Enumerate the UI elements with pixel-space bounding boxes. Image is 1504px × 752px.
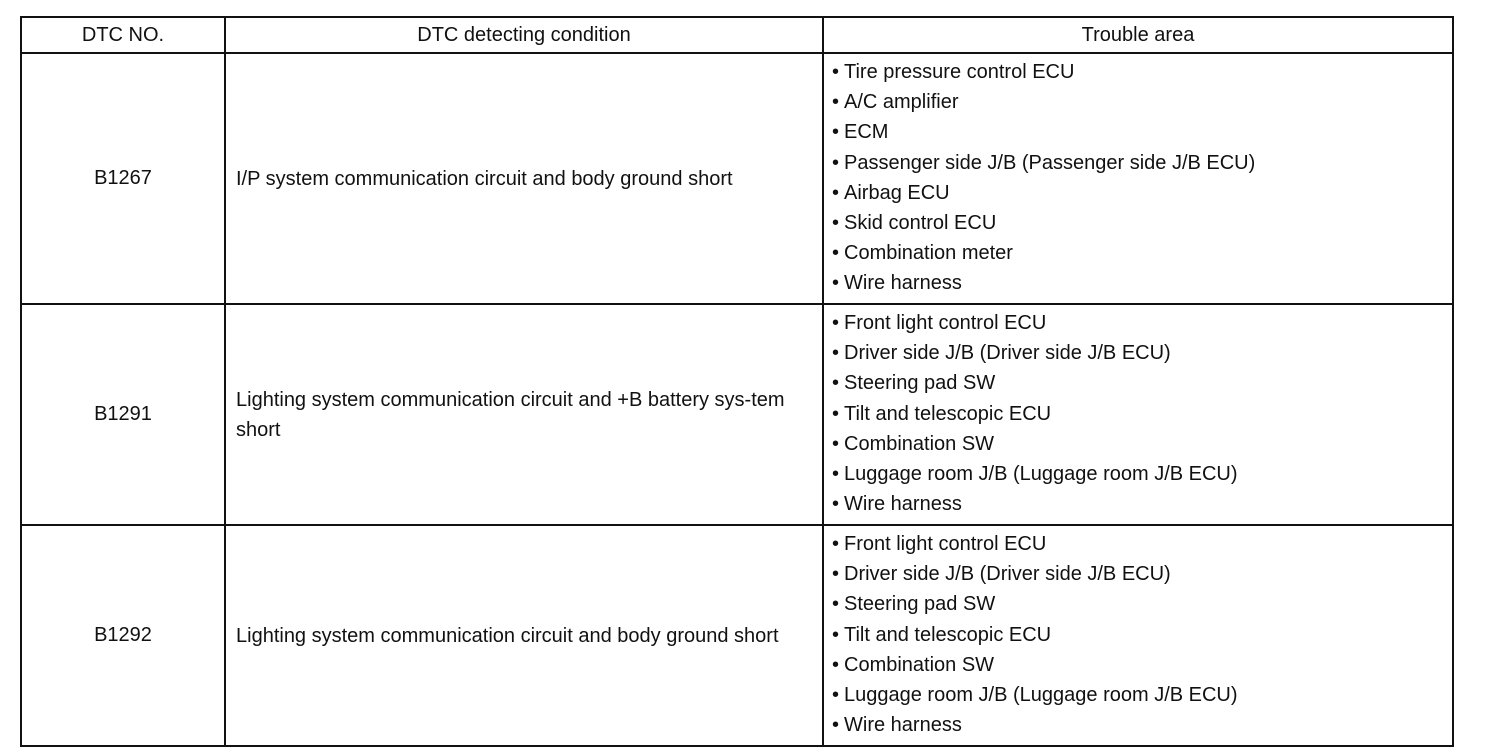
bullet-icon: • xyxy=(832,372,840,395)
trouble-area-cell xyxy=(823,53,1453,304)
trouble-area-item xyxy=(832,680,1452,710)
dtc-code: B1291 xyxy=(21,304,225,525)
trouble-area-text: Luggage room J/B (Luggage room J/B ECU) xyxy=(844,684,1238,707)
bullet-icon: • xyxy=(832,242,840,265)
trouble-area-text: Steering pad SW xyxy=(844,593,996,616)
trouble-area-item xyxy=(832,148,1452,178)
bullet-icon: • xyxy=(832,623,840,646)
header-detecting-condition: DTC detecting condition xyxy=(225,17,823,53)
dtc-code: B1267 xyxy=(21,53,225,304)
header-dtc-no: DTC NO. xyxy=(21,17,225,53)
bullet-icon: • xyxy=(832,342,840,365)
trouble-area-text: Wire harness xyxy=(844,272,962,295)
dtc-code: B1292 xyxy=(21,525,225,746)
bullet-icon: • xyxy=(832,493,840,516)
bullet-icon: • xyxy=(832,91,840,114)
trouble-area-text: Tilt and telescopic ECU xyxy=(844,623,1052,646)
trouble-area-list xyxy=(832,308,1452,519)
bullet-icon: • xyxy=(832,533,840,555)
bullet-icon: • xyxy=(832,684,840,707)
trouble-area-text: Tire pressure control ECU xyxy=(844,61,1075,83)
trouble-area-text: Driver side J/B (Driver side J/B ECU) xyxy=(844,563,1171,586)
table-row xyxy=(21,304,1453,525)
bullet-icon: • xyxy=(832,463,840,486)
bullet-icon: • xyxy=(832,432,840,455)
trouble-area-text: Driver side J/B (Driver side J/B ECU) xyxy=(844,342,1171,365)
bullet-icon: • xyxy=(832,272,840,295)
bullet-icon: • xyxy=(832,181,840,204)
trouble-area-item xyxy=(832,117,1452,147)
trouble-area-item xyxy=(832,87,1452,117)
trouble-area-text: Luggage room J/B (Luggage room J/B ECU) xyxy=(844,463,1238,486)
bullet-icon: • xyxy=(832,402,840,425)
detecting-condition: Lighting system communication circuit and body ground short xyxy=(225,525,823,746)
trouble-area-item xyxy=(832,529,1452,559)
bullet-icon: • xyxy=(832,563,840,586)
trouble-area-item xyxy=(832,399,1452,429)
trouble-area-cell xyxy=(823,525,1453,746)
bullet-icon: • xyxy=(832,212,840,235)
detecting-condition: I/P system communication circuit and body ground short xyxy=(225,53,823,304)
trouble-area-item xyxy=(832,208,1452,238)
trouble-area-text: Combination SW xyxy=(844,653,995,676)
trouble-area-text: Wire harness xyxy=(844,493,962,516)
trouble-area-text: Front light control ECU xyxy=(844,312,1047,334)
trouble-area-item xyxy=(832,459,1452,489)
trouble-area-item xyxy=(832,308,1452,338)
trouble-area-item xyxy=(832,57,1452,87)
trouble-area-list xyxy=(832,57,1452,299)
trouble-area-item xyxy=(832,368,1452,398)
trouble-area-item xyxy=(832,178,1452,208)
trouble-area-cell xyxy=(823,304,1453,525)
trouble-area-item xyxy=(832,338,1452,368)
trouble-area-text: Front light control ECU xyxy=(844,533,1047,555)
table-header-row xyxy=(21,17,1453,53)
trouble-area-text: Wire harness xyxy=(844,714,962,737)
trouble-area-text: Steering pad SW xyxy=(844,372,996,395)
trouble-area-text: Combination meter xyxy=(844,242,1013,265)
trouble-area-text: A/C amplifier xyxy=(844,91,959,114)
bullet-icon: • xyxy=(832,312,840,334)
trouble-area-list xyxy=(832,529,1452,740)
table-row xyxy=(21,525,1453,746)
trouble-area-text: Combination SW xyxy=(844,432,995,455)
trouble-area-text: ECM xyxy=(844,121,889,144)
bullet-icon: • xyxy=(832,61,840,83)
bullet-icon: • xyxy=(832,714,840,737)
dtc-table xyxy=(20,16,1454,747)
trouble-area-text: Passenger side J/B (Passenger side J/B ECU) xyxy=(844,151,1256,174)
trouble-area-item xyxy=(832,620,1452,650)
trouble-area-text: Tilt and telescopic ECU xyxy=(844,402,1052,425)
trouble-area-text: Airbag ECU xyxy=(844,181,950,204)
trouble-area-text: Skid control ECU xyxy=(844,212,997,235)
trouble-area-item xyxy=(832,268,1452,298)
bullet-icon: • xyxy=(832,653,840,676)
header-trouble-area: Trouble area xyxy=(823,17,1453,53)
trouble-area-item xyxy=(832,589,1452,619)
trouble-area-item xyxy=(832,710,1452,740)
table-row xyxy=(21,53,1453,304)
trouble-area-item xyxy=(832,489,1452,519)
trouble-area-item xyxy=(832,429,1452,459)
trouble-area-item xyxy=(832,650,1452,680)
bullet-icon: • xyxy=(832,593,840,616)
trouble-area-item xyxy=(832,238,1452,268)
detecting-condition: Lighting system communication circuit and +B battery sys-tem short xyxy=(225,304,823,525)
bullet-icon: • xyxy=(832,121,840,144)
bullet-icon: • xyxy=(832,151,840,174)
trouble-area-item xyxy=(832,559,1452,589)
